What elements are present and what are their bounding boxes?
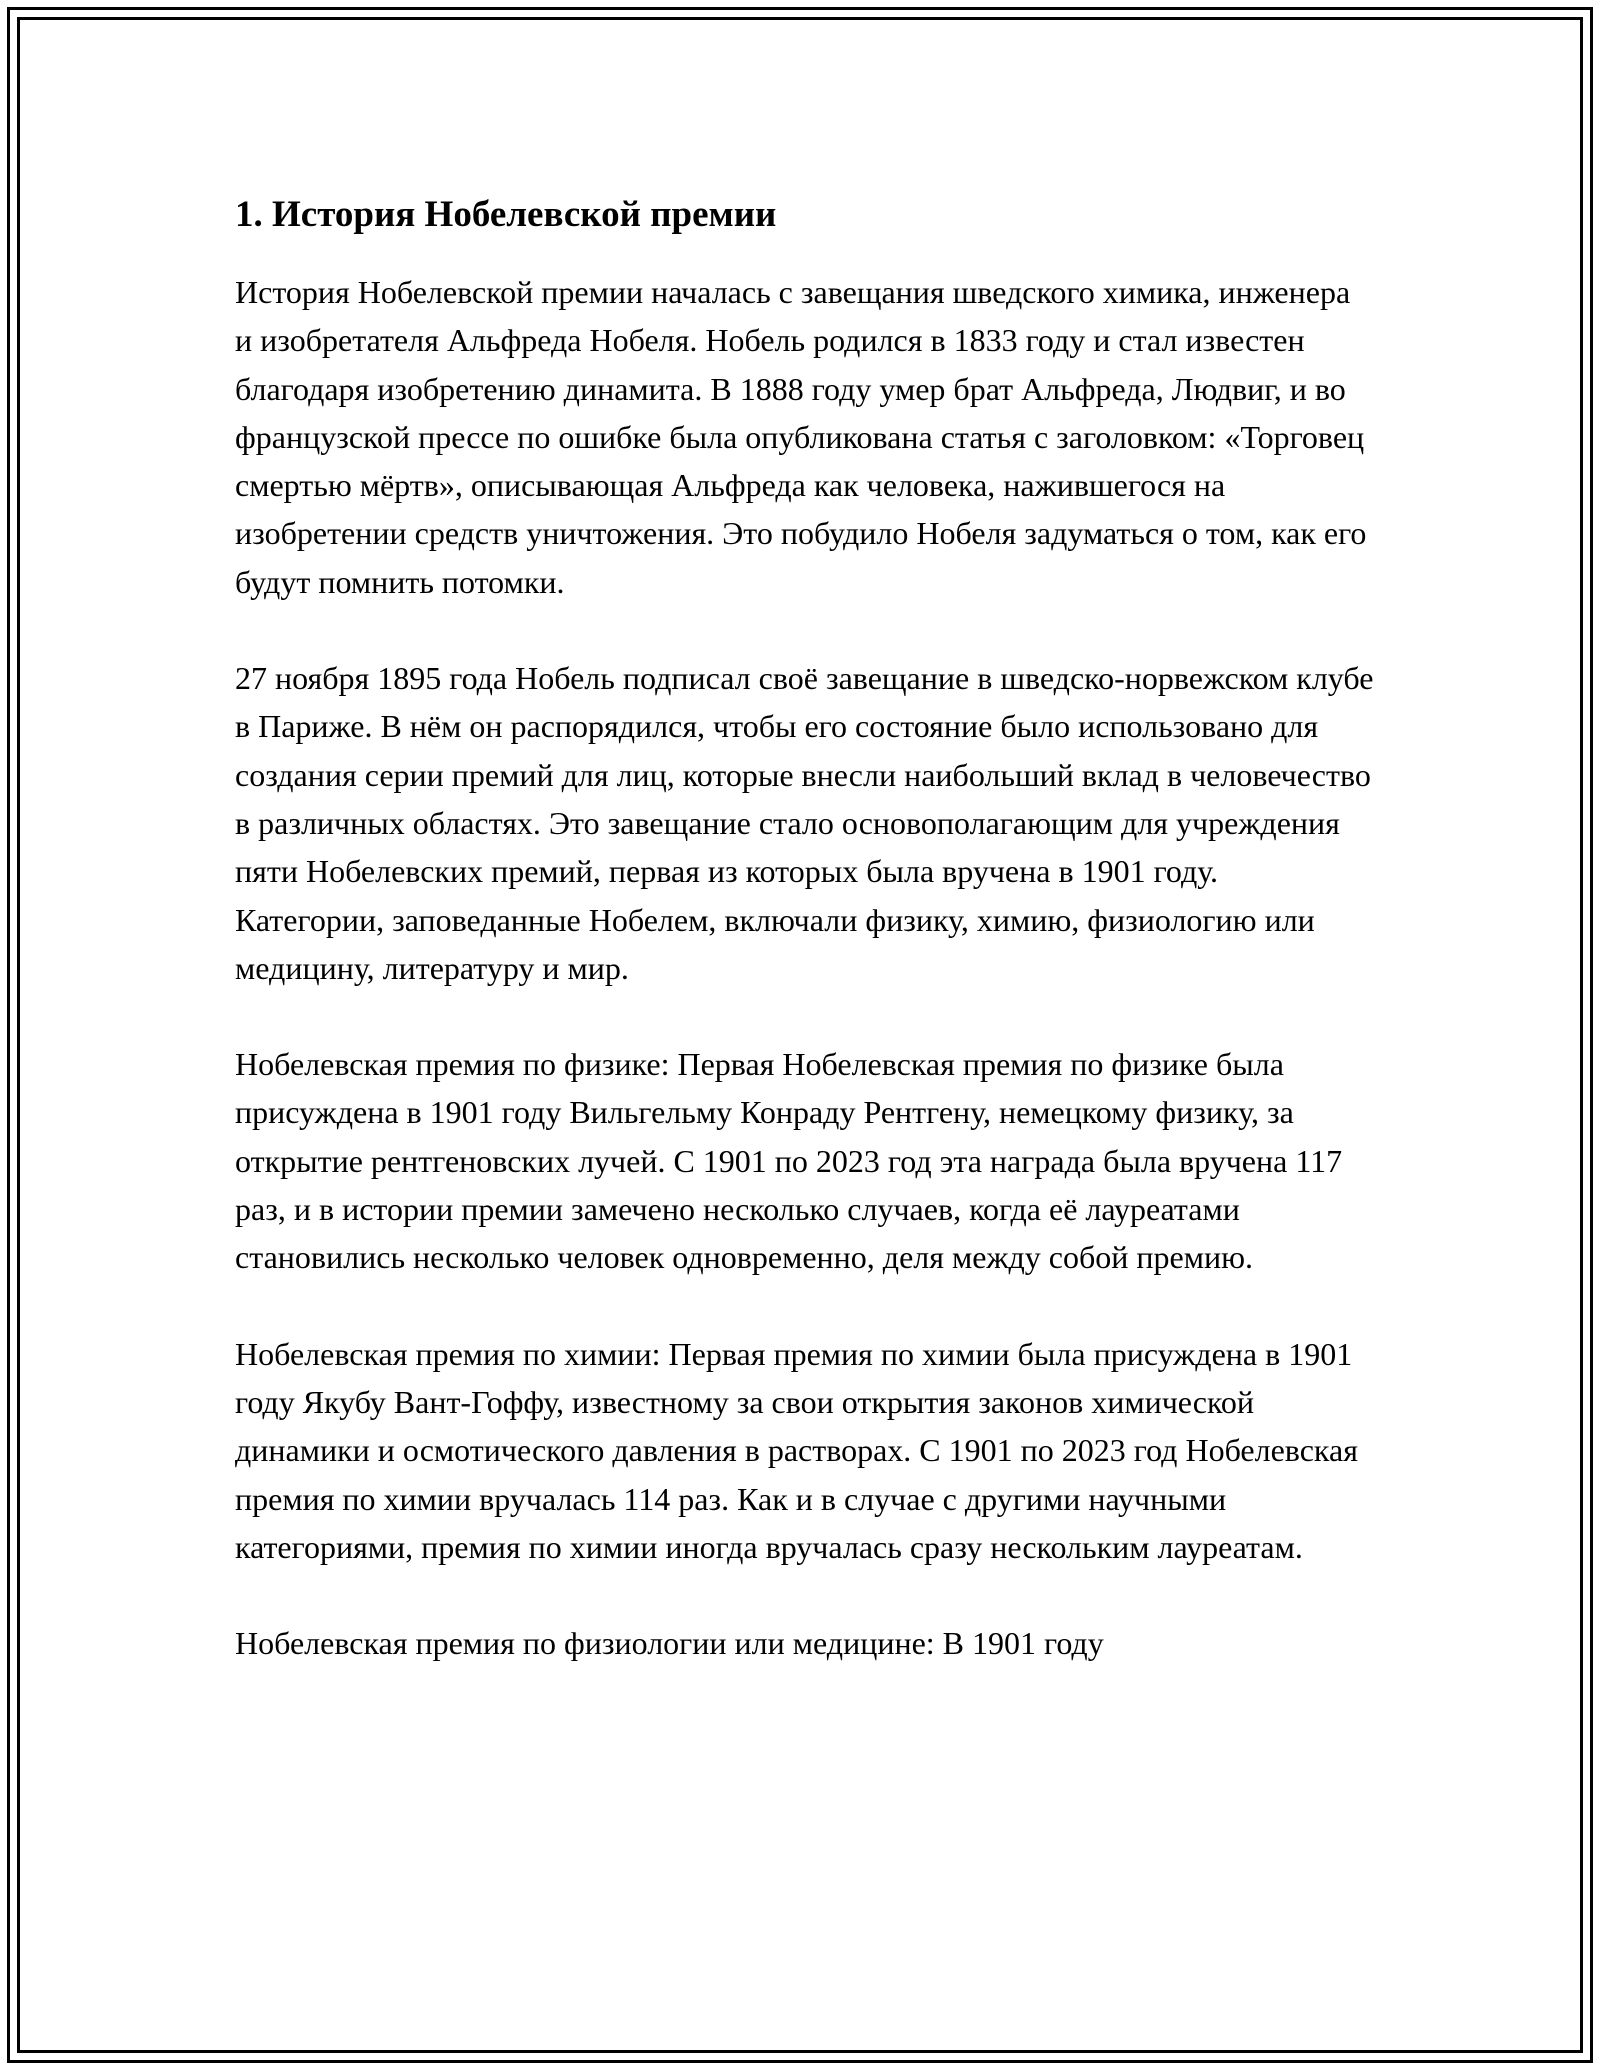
paragraph-history-intro: История Нобелевской премии началась с завещания шведского химика, инженера и изобретателя Альфреда Нобеля. Нобель родился в 1833 году и стал известен благодаря изобретению динамита. В 1888 году умер брат Альфреда, Людвиг, и во французской прессе по ошибке была опубликована статья с заголовком: «Торговец смертью мёртв», описывающая Альфреда как человека, нажившегося на изобретении средств уничтожения. Это побудило Нобеля задуматься о том, как его будут помнить потомки. (235, 274, 1367, 600)
paragraph-medicine: Нобелевская премия по физиологии или медицине: В 1901 году (235, 1625, 1104, 1662)
paragraph-chemistry: Нобелевская премия по химии: Первая премия по химии была присуждена в 1901 году Якубу Вант-Гоффу, известному за свои открытия законов химической динамики и осмотического давления в растворах. С 1901 по 2023 год Нобелевская премия по химии вручалась 114 раз. Как и в случае с другими научными категориями, премия по химии иногда вручалась сразу нескольким лауреатам. (235, 1335, 1358, 1565)
section-heading: 1. История Нобелевской премии (235, 194, 777, 235)
paragraph-will: 27 ноября 1895 года Нобель подписал своё завещание в шведско-норвежском клубе в Париже. В нём он распорядился, чтобы его состояние было использовано для создания серии премий для лиц, которые внесли наибольший вклад в человечество в различных областях. Это завещание стало основополагающим для учреждения пяти Нобелевских премий, первая из которых была вручена в 1901 году. Категории, заповеданные Нобелем, включали физику, химию, физиологию или медицину, литературу и мир. (235, 660, 1374, 986)
document-body (235, 185, 1375, 1715)
paragraph-physics: Нобелевская премия по физике: Первая Нобелевская премия по физике была присуждена в 1901 году Вильгельму Конраду Рентгену, немецкому физику, за открытие рентгеновских лучей. С 1901 по 2023 год эта награда была вручена 117 раз, и в истории премии замечено несколько случаев, когда её лауреатами становились несколько человек одновременно, деля между собой премию. (235, 1046, 1343, 1276)
